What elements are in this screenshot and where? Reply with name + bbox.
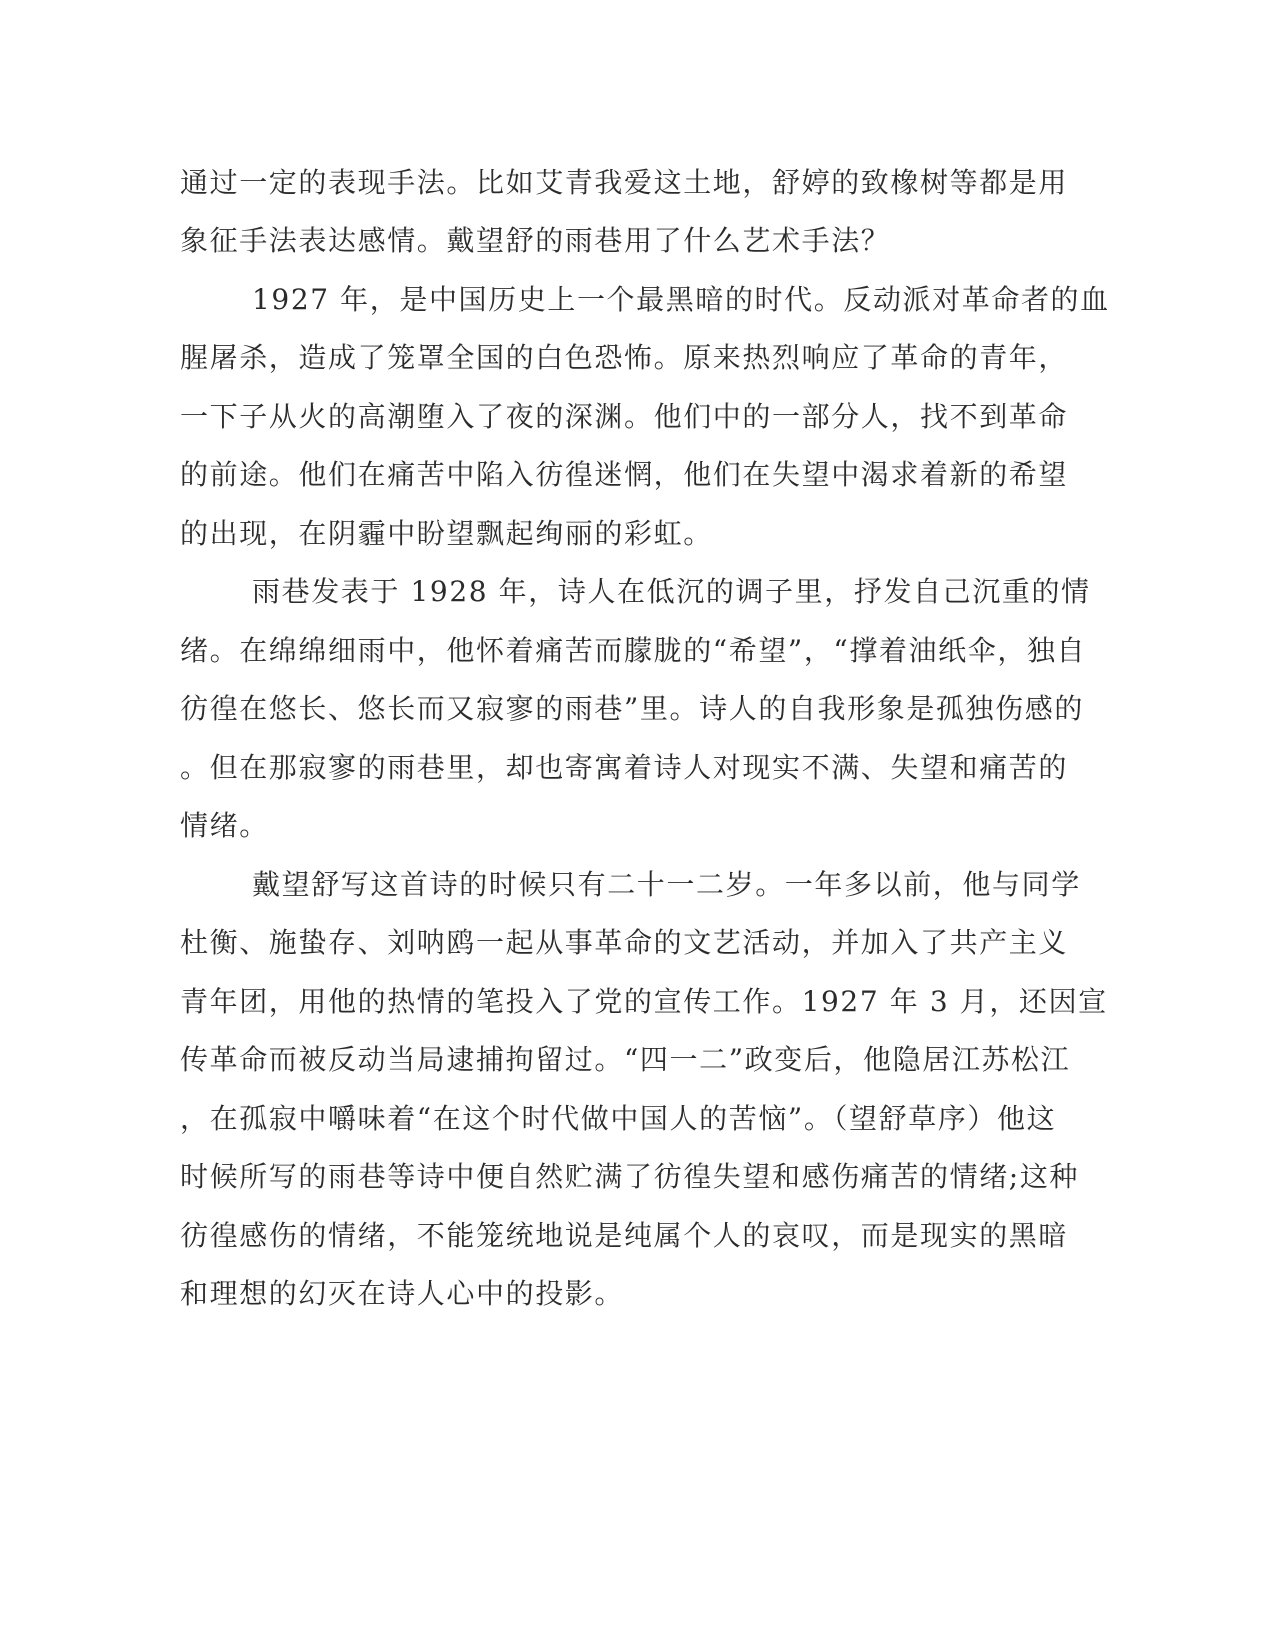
text-line: 绪。在绵绵细雨中，他怀着痛苦而朦胧的“希望”，“撑着油纸伞，独自 [180, 634, 1087, 667]
text-line: 彷徨感伤的情绪，不能笼统地说是纯属个人的哀叹，而是现实的黑暗 [180, 1219, 1069, 1252]
text-line: 一下子从火的高潮堕入了夜的深渊。他们中的一部分人，找不到革命 [180, 400, 1069, 433]
text-line: 的出现，在阴霾中盼望飘起绚丽的彩虹。 [180, 517, 713, 550]
text-line: 情绪。 [180, 809, 269, 842]
text-line: 时候所写的雨巷等诗中便自然贮满了彷徨失望和感伤痛苦的情绪;这种 [180, 1160, 1080, 1193]
text-line: 戴望舒写这首诗的时候只有二十一二岁。一年多以前，他与同学 [252, 868, 1081, 901]
text-line: 。但在那寂寥的雨巷里，却也寄寓着诗人对现实不满、失望和痛苦的 [180, 751, 1069, 784]
text-line: 杜衡、施蛰存、刘呐鸥一起从事革命的文艺活动，并加入了共产主义 [180, 926, 1069, 959]
text-line: ，在孤寂中嚼味着“在这个时代做中国人的苦恼”。（望舒草序）他这 [180, 1102, 1057, 1135]
text-line: 1927 年，是中国历史上一个最黑暗的时代。反动派对革命者的血 [252, 283, 1110, 316]
text-line: 雨巷发表于 1928 年，诗人在低沉的调子里，抒发自己沉重的情 [252, 575, 1091, 608]
text-line: 的前途。他们在痛苦中陷入彷徨迷惘，他们在失望中渴求着新的希望 [180, 458, 1069, 491]
text-line: 象征手法表达感情。戴望舒的雨巷用了什么艺术手法？ [180, 224, 891, 257]
text-line: 传革命而被反动当局逮捕拘留过。“四一二”政变后，他隐居江苏松江 [180, 1043, 1071, 1076]
text-line: 腥屠杀，造成了笼罩全国的白色恐怖。原来热烈响应了革命的青年， [180, 341, 1069, 374]
text-line: 和理想的幻灭在诗人心中的投影。 [180, 1277, 625, 1310]
text-line: 通过一定的表现手法。比如艾青我爱这土地，舒婷的致橡树等都是用 [180, 166, 1069, 199]
text-line: 青年团，用他的热情的笔投入了党的宣传工作。1927 年 3 月，还因宣 [180, 985, 1108, 1018]
text-line: 彷徨在悠长、悠长而又寂寥的雨巷”里。诗人的自我形象是孤独伤感的 [180, 692, 1084, 725]
